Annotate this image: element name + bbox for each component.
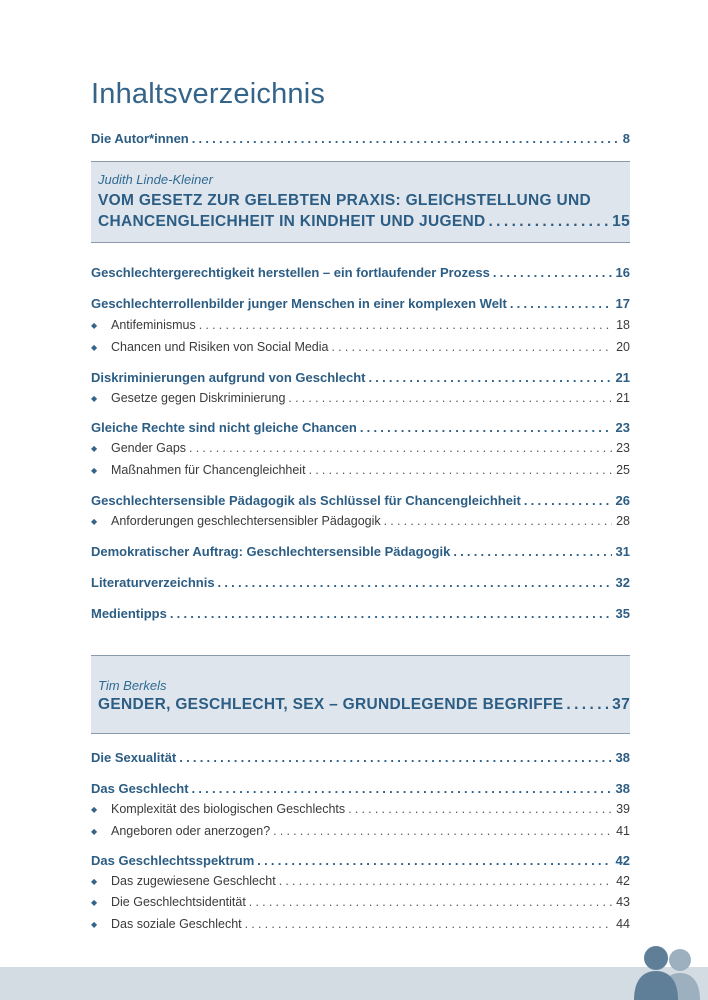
toc-subentry[interactable]: Maßnahmen für Chancengleichheit ..... 25 [91,463,630,477]
toc-entry-authors[interactable] [91,131,630,146]
diamond-bullet-icon: ◆ [91,343,98,352]
diamond-bullet-icon: ◆ [91,898,98,907]
toc-entry[interactable]: Geschlechtergerechtigkeit herstellen – ein fortlaufender Prozess ..... 16 [91,265,630,280]
toc-page: 8 [622,131,630,146]
diamond-bullet-icon: ◆ [91,321,98,330]
toc-subentry[interactable]: Chancen und Risiken von Social Media ..... 20 [91,340,630,354]
chapter-title[interactable]: GENDER, GESCHLECHT, SEX – GRUNDLEGENDE BEGRIFFE ..... 37 [98,696,630,714]
chapter-title-line2[interactable]: CHANCENGLEICHHEIT IN KINDHEIT UND JUGEND ..... 15 [98,213,630,231]
diamond-bullet-icon: ◆ [91,877,98,886]
toc-subentry[interactable]: Anforderungen geschlechtersensibler Pädagogik ..... 28 [91,514,630,528]
page-title: Inhaltsverzeichnis [91,78,326,110]
toc-subentry[interactable]: Das soziale Geschlecht ..... 44 [91,917,630,931]
toc-subentry[interactable]: Gesetze gegen Diskriminierung ..... 21 [91,391,630,405]
diamond-bullet-icon: ◆ [91,444,98,453]
diamond-bullet-icon: ◆ [91,394,98,403]
chapter-header-1 [91,161,630,243]
diamond-bullet-icon: ◆ [91,517,98,526]
diamond-bullet-icon: ◆ [91,827,98,836]
people-icon [630,940,708,1000]
toc-entry[interactable]: Medientipps ..... 35 [91,606,630,621]
toc-entry[interactable]: Das Geschlechtsspektrum ..... 42 [91,853,630,868]
chapter-author: Judith Linde-Kleiner [98,172,213,187]
toc-subentry[interactable]: Gender Gaps ..... 23 [91,441,630,455]
diamond-bullet-icon: ◆ [91,920,98,929]
toc-entry[interactable]: Das Geschlecht ..... 38 [91,781,630,796]
toc-entry[interactable]: Literaturverzeichnis ..... 32 [91,575,630,590]
toc-entry[interactable]: Geschlechtersensible Pädagogik als Schlüssel für Chancengleichheit ..... 26 [91,493,630,508]
diamond-bullet-icon: ◆ [91,805,98,814]
footer-band [0,967,708,1000]
toc-subentry[interactable]: Das zugewiesene Geschlecht ..... 42 [91,874,630,888]
chapter-header-2 [91,655,630,734]
toc-entry[interactable]: Die Sexualität ..... 38 [91,750,630,765]
toc-entry[interactable]: Gleiche Rechte sind nicht gleiche Chancen ..... 23 [91,420,630,435]
chapter-author: Tim Berkels [98,678,167,693]
toc-subentry[interactable]: Die Geschlechtsidentität ..... 43 [91,895,630,909]
toc-label: Die Autor*innen [91,131,189,146]
chapter-title-line1: VOM GESETZ ZUR GELEBTEN PRAXIS: GLEICHSTELLUNG UND [98,192,591,209]
toc-entry[interactable]: Diskriminierungen aufgrund von Geschlecht ..... 21 [91,370,630,385]
toc-subentry[interactable]: Komplexität des biologischen Geschlechts ..... 39 [91,802,630,816]
toc-entry[interactable]: Demokratischer Auftrag: Geschlechtersensible Pädagogik ..... 31 [91,544,630,559]
toc-subentry[interactable]: Angeboren oder anerzogen? ..... 41 [91,824,630,838]
toc-subentry[interactable]: Antifeminismus ..... 18 [91,318,630,332]
diamond-bullet-icon: ◆ [91,466,98,475]
toc-entry[interactable]: Geschlechterrollenbilder junger Menschen in einer komplexen Welt ..... 17 [91,296,630,311]
